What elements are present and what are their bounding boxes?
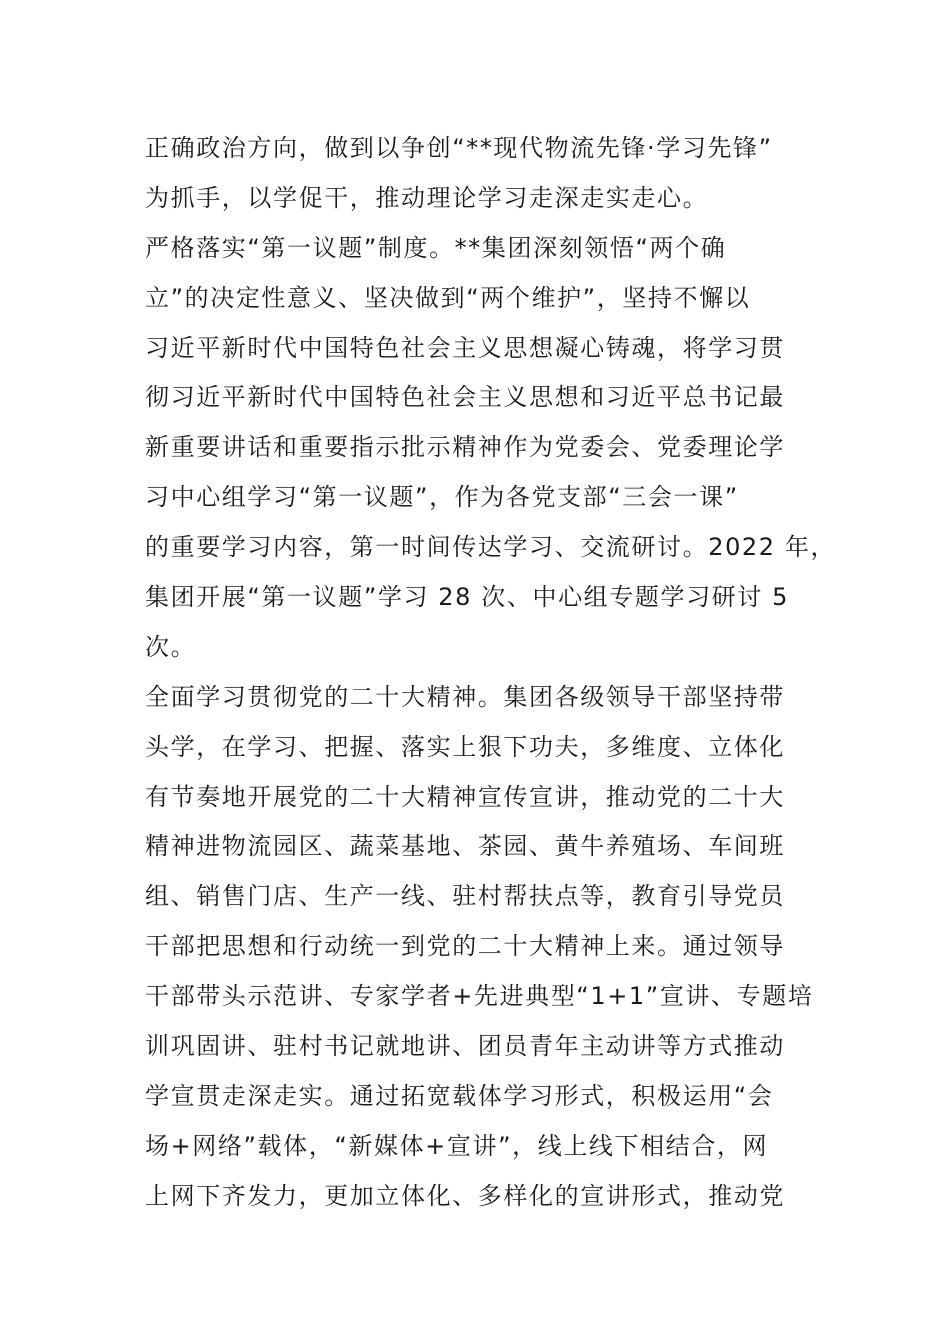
- text-line: 全面学习贯彻党的二十大精神。集团各级领导干部坚持带: [145, 682, 785, 711]
- text-line: 立”的决定性意义、坚决做到“两个维护”，坚持不懈以: [145, 283, 751, 312]
- text-line: 集团开展“第一议题”学习 28 次、中心组专题学习研讨 5: [145, 583, 789, 612]
- body-text: [145, 124, 837, 1222]
- text-line: 干部带头示范讲、专家学者+先进典型“1+1”宣讲、专题培: [145, 982, 814, 1011]
- text-line: 上网下齐发力，更加立体化、多样化的宣讲形式，推动党: [145, 1181, 785, 1210]
- text-line: 头学，在学习、把握、落实上狠下功夫，多维度、立体化: [145, 732, 785, 761]
- text-line: 场+网络”载体，“新媒体+宣讲”，线上线下相结合，网: [145, 1131, 769, 1160]
- text-line: 正确政治方向，做到以争创“**现代物流先锋·学习先锋”: [145, 134, 773, 162]
- text-line: 次。: [145, 632, 197, 661]
- text-line: 的重要学习内容，第一时间传达学习、交流研讨。2022 年，: [145, 533, 837, 562]
- text-line: 精神进物流园区、蔬菜基地、茶园、黄牛养殖场、车间班: [145, 832, 785, 861]
- text-line: 新重要讲话和重要指示批示精神作为党委会、党委理论学: [145, 433, 785, 462]
- text-line: 有节奏地开展党的二十大精神宣传宣讲，推动党的二十大: [145, 782, 785, 811]
- text-line: 严格落实“第一议题”制度。**集团深刻领悟“两个确: [145, 233, 727, 262]
- text-line: 习近平新时代中国特色社会主义思想凝心铸魂，将学习贯: [145, 333, 785, 362]
- text-line: 干部把思想和行动统一到党的二十大精神上来。通过领导: [145, 932, 785, 961]
- text-line: 彻习近平新时代中国特色社会主义思想和习近平总书记最: [145, 383, 785, 412]
- text-line: 学宣贯走深走实。通过拓宽载体学习形式，积极运用“会: [145, 1081, 774, 1110]
- text-line: 为抓手，以学促干，推动理论学习走深走实走心。: [145, 183, 709, 212]
- text-line: 组、销售门店、生产一线、驻村帮扶点等，教育引导党员: [145, 882, 785, 911]
- text-line: 习中心组学习“第一议题”，作为各党支部“三会一课”: [145, 483, 739, 512]
- text-line: 训巩固讲、驻村书记就地讲、团员青年主动讲等方式推动: [145, 1032, 785, 1061]
